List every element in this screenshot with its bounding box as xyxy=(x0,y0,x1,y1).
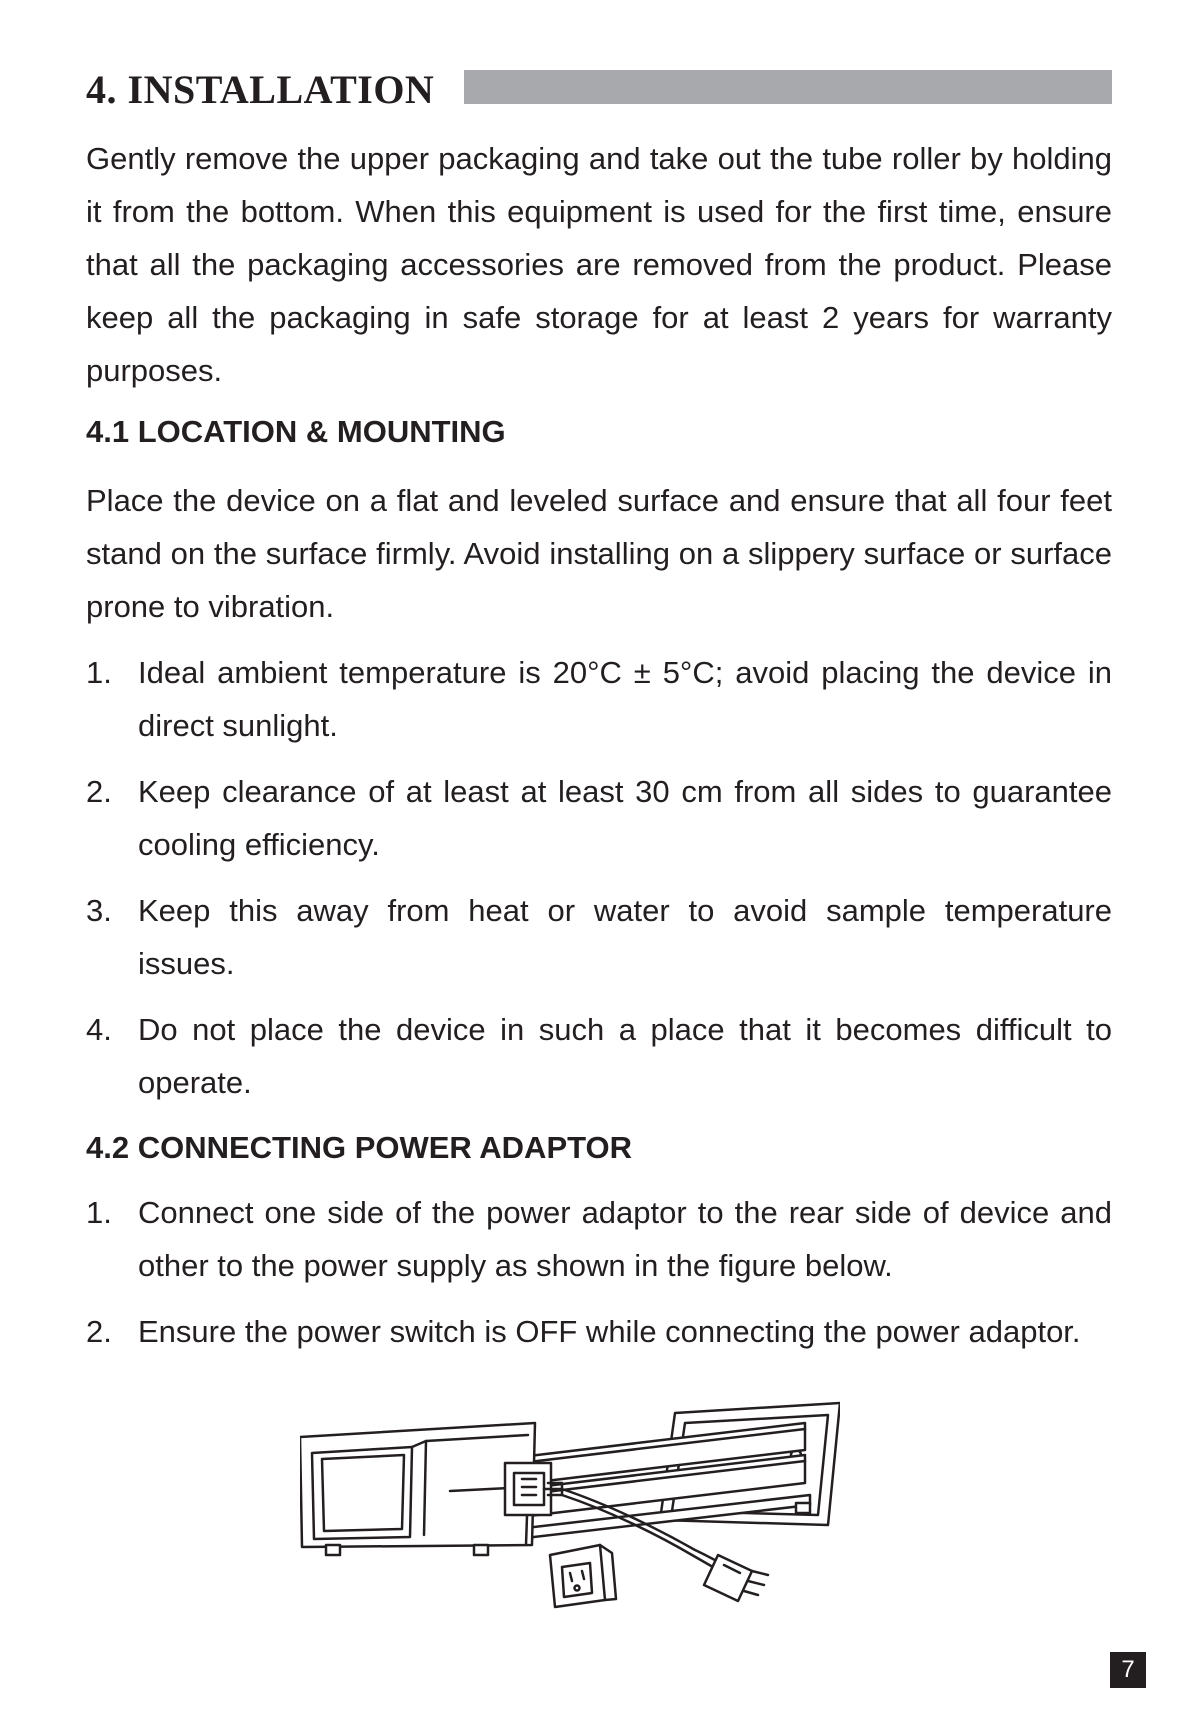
list-number: 4. xyxy=(86,1012,112,1047)
list-item xyxy=(86,884,1112,990)
list-text: Do not place the device in such a place that it becomes difficult to operate. xyxy=(138,1012,1112,1100)
tube-roller-power-adaptor-icon xyxy=(300,1395,840,1630)
list-number: 1. xyxy=(86,1195,112,1230)
list-number: 3. xyxy=(86,893,112,928)
list-item xyxy=(86,1305,1112,1358)
list-text: Keep clearance of at least at least 30 cm from all sides to guarantee cooling efficiency. xyxy=(138,774,1112,862)
page-number: 7 xyxy=(1110,1652,1146,1688)
list-number: 1. xyxy=(86,655,112,690)
list-text: Ideal ambient temperature is 20°C ± 5°C; avoid placing the device in direct sunlight. xyxy=(138,655,1112,743)
section-title: 4. INSTALLATION xyxy=(86,67,435,112)
list-item xyxy=(86,646,1112,752)
list-item xyxy=(86,1186,1112,1292)
list-item xyxy=(86,765,1112,871)
list-text: Keep this away from heat or water to avoid sample temperature issues. xyxy=(138,893,1112,981)
list-item xyxy=(86,1003,1112,1109)
location-intro: Place the device on a flat and leveled surface and ensure that all four feet stand on the surface firmly. Avoid installing on a slippery surface or surface prone to vibration. xyxy=(86,483,1112,624)
section-header xyxy=(86,62,1112,118)
list-number: 2. xyxy=(86,1314,112,1349)
heading-bar xyxy=(464,70,1112,104)
subsection-title-location: 4.1 LOCATION & MOUNTING xyxy=(86,414,506,449)
installation-intro: Gently remove the upper packaging and take out the tube roller by holding it from the bottom. When this equipment is used for the first time, ensure that all the packaging accessories are removed from the product. Please keep all the packaging in safe storage for at least 2 years for warranty purposes. xyxy=(86,141,1112,388)
list-number: 2. xyxy=(86,774,112,809)
list-text: Connect one side of the power adaptor to the rear side of device and other to the power supply as shown in the figure below. xyxy=(138,1195,1112,1283)
subsection-title-power: 4.2 CONNECTING POWER ADAPTOR xyxy=(86,1130,632,1165)
list-text: Ensure the power switch is OFF while connecting the power adaptor. xyxy=(138,1314,1081,1349)
